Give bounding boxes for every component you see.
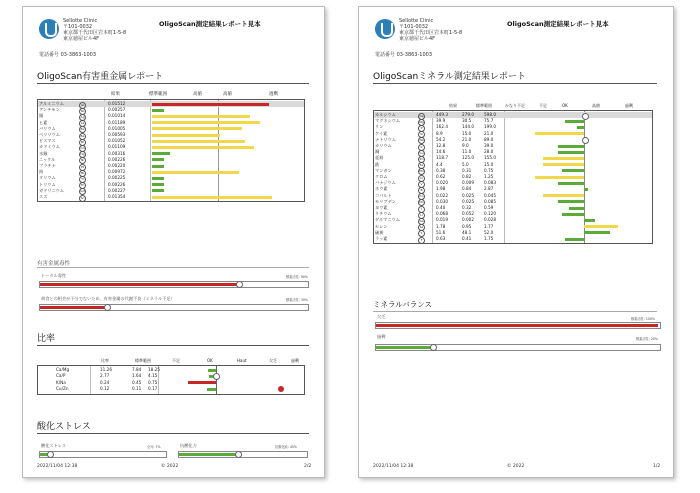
- mineral-balance-section-title: ミネラルバランス: [373, 300, 433, 309]
- mineral-low: 5.0: [462, 161, 469, 167]
- mineral-symbol-icon: P: [418, 125, 425, 132]
- mineral-value: 51.6: [436, 229, 446, 235]
- mineral-high: 1.77: [484, 223, 494, 229]
- mineral-high: 0.045: [484, 192, 496, 198]
- ratio-high: 4.15: [148, 373, 158, 379]
- mineral-level-bar: [562, 213, 585, 216]
- mineral-name: ケイ素: [375, 130, 388, 136]
- mineral-name: ナトリウム: [375, 136, 396, 142]
- mineral-symbol-icon: V: [418, 181, 425, 188]
- ratios-section-title: 比率: [37, 334, 56, 344]
- section-rule: [37, 433, 309, 434]
- clinic-postal: 〒101-0032: [63, 24, 93, 30]
- mineral-value: 1.98: [436, 186, 446, 192]
- section-rule: [373, 83, 657, 84]
- mineral-value: 0.62: [436, 174, 446, 179]
- mineral-level-bar: [577, 126, 585, 129]
- minerals-section-title: OligoScanミネラル測定結果レポート: [373, 72, 526, 82]
- ratio-row: [38, 386, 304, 392]
- mineral-high: 21.0: [484, 130, 494, 136]
- deficiency-gauge: [375, 322, 661, 329]
- metal-level-bar: [152, 103, 269, 106]
- hm-col-high2: 高値: [223, 92, 232, 97]
- ratio-low: 0.11: [132, 386, 142, 392]
- mineral-level-bar: [543, 163, 584, 166]
- mineral-level-bar: [569, 207, 584, 210]
- heavy-metal-row: [38, 194, 304, 200]
- mineral-high: 0.59: [484, 205, 494, 210]
- oxidative-section-title: 酸化ストレス: [37, 422, 91, 432]
- metal-level-bar: [152, 140, 245, 143]
- report-page-2: [22, 6, 325, 478]
- ratio-col-header: 標準範囲: [135, 358, 151, 363]
- metal-value: 0.00257: [108, 107, 126, 113]
- metal-level-bar: [152, 158, 164, 161]
- mineral-value: 0.022: [436, 192, 448, 198]
- metal-level-bar: [152, 121, 260, 124]
- mineral-symbol-icon: Se: [419, 225, 424, 230]
- mineral-symbol-icon: Zn: [419, 156, 424, 161]
- mineral-low: 0.84: [462, 186, 472, 192]
- footer-copyright: © 2022: [507, 464, 525, 469]
- mineral-value: 8.9: [436, 130, 443, 136]
- mineral-high: 39.0: [484, 143, 494, 148]
- mineral-value: 0.63: [436, 236, 446, 241]
- metal-level-bar: [152, 146, 254, 149]
- metal-value: 0.01052: [108, 138, 126, 144]
- minerals-table: [373, 110, 653, 244]
- mineral-low: 144.0: [462, 124, 474, 130]
- mineral-symbol-icon: F: [418, 237, 425, 244]
- mineral-low: 9.0: [462, 143, 469, 148]
- metal-level-bar: [152, 183, 164, 186]
- mineral-col-header: 結果: [449, 103, 457, 108]
- mineral-low: 0.82: [462, 174, 472, 179]
- metal-value: 0.01512: [108, 101, 126, 106]
- mineral-high: 199.0: [484, 124, 496, 130]
- mineral-name: クロム: [375, 174, 388, 179]
- mineral-low: 0.002: [462, 217, 474, 223]
- footer-date: 2022/11/04 12:38: [37, 464, 78, 469]
- clinic-address-1: 東京都千代田区岩本町1-5-8: [399, 30, 463, 36]
- hm-col-excess: 過剰: [269, 92, 278, 97]
- total-toxicity-gauge: [39, 281, 309, 288]
- mineral-high: 0.085: [484, 198, 496, 204]
- mineral-name: ヨウ素: [375, 205, 388, 210]
- mineral-name: マグネシウム: [375, 118, 401, 124]
- clinic-name: Sellotte Clinic: [399, 18, 434, 24]
- ratio-col-header: 不足: [172, 358, 180, 363]
- metal-value: 0.01354: [108, 194, 126, 199]
- gauge-knob: [430, 344, 437, 351]
- mineral-value: 0.020: [436, 180, 448, 186]
- metal-symbol-icon: Al: [79, 102, 86, 109]
- metal-name: アルミニウム: [39, 101, 64, 106]
- excess-label: 過剰: [377, 334, 386, 339]
- total-toxicity-note: 酵素活性: 90%: [286, 275, 308, 279]
- mineral-col-header: 過剰: [625, 103, 633, 108]
- mineral-low: 279.0: [462, 112, 474, 117]
- ratio-value: 2.77: [100, 373, 110, 379]
- mineral-name: セレン: [375, 223, 388, 229]
- ratio-name: Ca/P: [56, 373, 66, 379]
- total-toxicity-fill: [40, 283, 238, 286]
- metal-value: 0.00225: [108, 175, 126, 181]
- metal-level-bar: [152, 177, 164, 180]
- metal-level-bar: [152, 152, 170, 155]
- metal-value: 0.00227: [108, 187, 126, 193]
- ratio-high: 18.25: [148, 367, 160, 372]
- mineral-symbol-icon: Mo: [419, 200, 424, 205]
- mineral-name: 亜鉛: [375, 155, 384, 161]
- mineral-symbol-icon: Ge: [419, 218, 424, 223]
- mineral-low: 0.025: [462, 198, 474, 204]
- mineral-value: 0.030: [436, 198, 448, 204]
- metal-symbol-icon: Ba: [80, 127, 85, 132]
- mineral-col-header: 標準範囲: [476, 103, 492, 108]
- ratio-col-header: 欠乏: [269, 358, 277, 363]
- ratio-col-header: Haut: [237, 358, 247, 363]
- deficiency-fill: [376, 324, 658, 327]
- metal-value: 0.01014: [108, 113, 126, 119]
- oxidative-stress-note: 全対: 7%: [147, 445, 161, 449]
- mineral-value: 4.4: [436, 161, 443, 167]
- mineral-name: カリウム: [375, 143, 392, 148]
- mineral-level-bar: [584, 219, 595, 222]
- metal-level-bar: [152, 171, 239, 174]
- report-page-1: [358, 6, 674, 478]
- mineral-name: モリブデン: [375, 198, 396, 204]
- mineral-low: 0.009: [462, 180, 474, 186]
- clinic-address-1: 東京都千代田区岩本町1-5-8: [63, 30, 127, 36]
- mineral-low: 0.41: [462, 236, 472, 241]
- mineral-symbol-icon: Cr: [419, 175, 424, 180]
- mineral-high: 155.0: [484, 155, 496, 161]
- mineral-symbol-icon: I: [418, 206, 425, 213]
- mineral-high: 28.0: [484, 149, 494, 155]
- mineral-low: 0.95: [462, 223, 472, 229]
- mineral-name: バナジウム: [375, 180, 396, 186]
- metal-name: プラチナ: [39, 163, 56, 168]
- metal-level-bar: [152, 115, 250, 118]
- mineral-low: 0.31: [462, 167, 472, 173]
- mineral-col-header: 不足: [539, 103, 547, 108]
- mineral-level-bar: [558, 182, 584, 185]
- metal-symbol-icon: Sb: [80, 108, 85, 113]
- gauge-knob: [104, 304, 111, 311]
- report-title: OligoScan測定結果レポート見本: [159, 20, 261, 28]
- metal-symbol-icon: Sn: [80, 195, 85, 200]
- ratio-value: 0.12: [100, 386, 110, 392]
- mineral-level-bar: [584, 188, 588, 191]
- mineral-value: 14.6: [436, 149, 446, 155]
- mineral-name: 銅: [375, 149, 380, 155]
- mineral-high: 75.7: [484, 118, 494, 124]
- mineral-name: ラッ素: [375, 236, 388, 241]
- mineral-level-bar: [584, 225, 618, 228]
- metal-name: 銀: [39, 113, 44, 119]
- metal-level-bar: [152, 109, 164, 112]
- oxidative-stress-gauge: [39, 451, 167, 458]
- ratio-low: 7.84: [132, 367, 142, 372]
- mineral-name: ホウ素: [375, 186, 388, 192]
- metal-symbol-icon: Be: [80, 133, 85, 138]
- mineral-name: 硫黄: [375, 229, 384, 235]
- mineral-symbol-icon: Li: [418, 212, 425, 219]
- section-rule: [373, 311, 657, 312]
- mineral-col-header: OK: [562, 103, 568, 108]
- ratio-row: [38, 367, 304, 373]
- mineral-low: 15.0: [462, 130, 472, 136]
- excess-note: 酵素活性: 20%: [636, 337, 658, 341]
- section-rule: [37, 267, 309, 268]
- mineral-level-bar: [558, 145, 584, 148]
- metal-level-bar: [152, 189, 164, 192]
- mineral-high: 52.0: [484, 229, 494, 235]
- metal-value: 0.00593: [108, 132, 126, 137]
- gauge-knob: [235, 451, 242, 458]
- ratio-high: 0.75: [148, 379, 158, 385]
- ratio-level-bar: [208, 369, 216, 372]
- metal-level-bar: [152, 134, 220, 137]
- mineral-high: 15.0: [484, 161, 494, 167]
- mineral-low: 125.0: [462, 155, 474, 161]
- mineral-value: 12.8: [436, 143, 446, 148]
- metal-symbol-icon: Gd: [80, 189, 85, 194]
- metal-symbol-icon: Bi: [79, 139, 86, 146]
- metabolism-note: 酵素活性: 30%: [286, 298, 308, 302]
- mineral-symbol-icon: Co: [419, 194, 424, 199]
- ratio-low: 1.64: [132, 373, 142, 379]
- mineral-col-header: 高値: [592, 103, 600, 108]
- mineral-level-bar: [535, 176, 584, 179]
- mineral-low: 0.32: [462, 205, 472, 210]
- metal-name: バリウム: [39, 125, 56, 131]
- section-rule: [37, 83, 309, 84]
- mineral-low: 11.0: [462, 149, 472, 155]
- mineral-symbol-icon: Mg: [419, 119, 424, 124]
- mineral-col-header: かなり不足: [505, 103, 525, 108]
- ratio-low: 0.45: [132, 379, 142, 385]
- metal-symbol-icon: Pb: [80, 170, 85, 175]
- oxidative-stress-label: 酸化ストレス: [41, 443, 66, 448]
- mineral-value: 1.78: [436, 223, 446, 229]
- ratio-level-bar: [188, 381, 216, 384]
- metal-value: 0.01189: [108, 119, 126, 125]
- metal-symbol-icon: Th: [80, 183, 85, 188]
- toxicity-section-title: 有害金属毒性: [37, 261, 71, 267]
- metal-name: ベリリウム: [39, 132, 60, 137]
- metal-value: 0.00220: [108, 163, 126, 168]
- metal-symbol-icon: Cd: [80, 145, 85, 150]
- ratio-col-header: OK: [207, 358, 213, 363]
- metal-name: アンチモン: [39, 107, 60, 113]
- mineral-level-bar: [562, 169, 585, 172]
- heavy-metals-table: [37, 99, 305, 202]
- metal-value: 0.00316: [108, 150, 126, 156]
- mineral-low: 0.052: [462, 211, 474, 217]
- mineral-level-bar: [565, 238, 584, 241]
- metal-value: 0.00226: [108, 156, 126, 162]
- mineral-level-bar: [558, 200, 584, 203]
- metal-symbol-icon: Tl: [79, 176, 86, 183]
- mineral-value: 449.3: [436, 112, 448, 117]
- mineral-low: 0.025: [462, 192, 474, 198]
- metal-symbol-icon: As: [80, 121, 85, 126]
- mineral-value: 54.2: [436, 136, 446, 142]
- metal-name: ビスマス: [39, 138, 56, 144]
- footer-page: 1/2: [653, 464, 661, 469]
- mineral-symbol-icon: S: [418, 230, 425, 237]
- mineral-value: 39.9: [436, 118, 446, 124]
- footer-copyright: © 2022: [161, 464, 179, 469]
- metal-level-bar: [152, 165, 164, 168]
- ratio-row: [38, 373, 304, 379]
- clinic-address-2: 東京徳屋ビル4F: [399, 36, 436, 42]
- clinic-address-2: 東京徳屋ビル4F: [63, 36, 100, 42]
- hm-col-range: 標準範囲: [149, 92, 167, 97]
- mineral-value: 0.40: [436, 205, 446, 210]
- metabolism-fill: [40, 306, 106, 309]
- mineral-value: 0.068: [436, 211, 448, 217]
- mineral-high: 1.75: [484, 236, 494, 241]
- antioxidant-note: 抗酸化能: 45%: [275, 445, 297, 449]
- excess-fill: [376, 346, 432, 349]
- ratio-name: K/Na: [56, 379, 66, 385]
- mineral-low: 21.0: [462, 136, 472, 142]
- clinic-name: Sellotte Clinic: [63, 18, 98, 24]
- metal-name: ニッケル: [39, 156, 56, 162]
- mineral-high: 598.0: [484, 112, 496, 117]
- mineral-name: カルシウム: [375, 112, 396, 117]
- metal-name: 鉛: [39, 169, 44, 175]
- ratio-level-bar: [207, 388, 216, 391]
- antioxidant-gauge: [178, 451, 308, 458]
- mineral-high: 0.028: [484, 217, 496, 223]
- ratios-table: [37, 365, 305, 395]
- footer-date: 2022/11/04 12:38: [373, 464, 414, 469]
- mineral-symbol-icon: Si: [418, 131, 425, 138]
- metal-level-bar: [152, 127, 242, 130]
- mineral-name: リン: [375, 124, 384, 130]
- metal-value: 0.01005: [108, 125, 126, 131]
- ratio-col-header: 過剰: [291, 358, 299, 363]
- mineral-high: 89.0: [484, 136, 494, 142]
- mineral-low: 48.1: [462, 229, 472, 235]
- metal-value: 0.00972: [108, 169, 126, 175]
- mineral-level-bar: [543, 157, 584, 160]
- mineral-name: 鉄: [375, 161, 380, 167]
- excess-gauge: [375, 344, 661, 351]
- clinic-logo: [375, 19, 395, 39]
- hm-col-result: 結果: [111, 92, 120, 97]
- metal-name: 水銀: [39, 150, 48, 156]
- mineral-value: 118.7: [436, 155, 448, 161]
- antioxidant-label: 抗酸化力: [180, 443, 197, 448]
- ratio-value: 11.26: [100, 367, 112, 372]
- mineral-symbol-icon: Mn: [419, 169, 424, 174]
- metal-value: 0.00226: [108, 181, 126, 187]
- metal-symbol-icon: Pt: [81, 164, 84, 169]
- ratio-value: 0.24: [100, 379, 110, 385]
- metal-name: スズ: [39, 194, 48, 199]
- mineral-high: 1.25: [484, 174, 494, 179]
- metal-symbol-icon: Hg: [80, 152, 85, 157]
- metal-symbol-icon: Ag: [80, 114, 85, 119]
- mineral-name: ゲルマニウム: [375, 217, 400, 223]
- mineral-symbol-icon: K: [418, 144, 425, 151]
- total-toxicity-label: トータル毒性: [41, 273, 67, 278]
- mineral-name: コバルト: [375, 192, 392, 198]
- ratio-high: 0.17: [148, 386, 158, 392]
- gauge-knob: [236, 281, 243, 288]
- ratio-name: Cu/Zn: [56, 386, 69, 392]
- deficiency-note: 酵素活性: 100%: [631, 317, 655, 321]
- mineral-high: 0.083: [484, 180, 496, 186]
- heavy-metals-section-title: OligoScan有害重金属レポート: [37, 72, 164, 82]
- mineral-name: リチウム: [375, 211, 392, 217]
- mineral-level-bar: [543, 194, 584, 197]
- mineral-level-bar: [565, 120, 584, 123]
- metal-level-bar: [152, 196, 272, 199]
- metal-symbol-icon: Ni: [80, 158, 85, 163]
- metabolism-label: 胡食との相会が干分でないため、有害金属の代謝不良（ミネラル不足）: [41, 296, 175, 301]
- metal-name: トリウム: [39, 181, 56, 187]
- clinic-logo: [39, 19, 59, 39]
- mineral-value: 0.38: [436, 167, 446, 173]
- mineral-name: マンガン: [375, 167, 392, 173]
- mineral-row: [374, 236, 652, 242]
- metal-value: 0.01109: [108, 144, 126, 150]
- antioxidant-fill: [179, 453, 237, 456]
- deficiency-label: 欠乏: [377, 314, 386, 319]
- hm-col-high1: 高値: [193, 92, 202, 97]
- footer-page: 2/2: [304, 464, 312, 469]
- mineral-level-bar: [584, 231, 610, 234]
- mineral-symbol-icon: Fe: [419, 163, 424, 168]
- mineral-level-bar: [535, 132, 584, 135]
- clinic-phone: 電話番号 03-3863-1003: [39, 52, 97, 58]
- gauge-knob: [47, 451, 54, 458]
- mineral-value: 0.019: [436, 217, 448, 223]
- report-title: OligoScan測定結果レポート見本: [507, 20, 609, 28]
- mineral-symbol-icon: Cu: [419, 150, 424, 155]
- mineral-low: 30.5: [462, 118, 472, 124]
- metabolism-gauge: [39, 304, 309, 311]
- mineral-high: 2.87: [484, 186, 494, 192]
- section-rule: [37, 345, 309, 346]
- clinic-postal: 〒101-0032: [399, 24, 429, 30]
- metal-name: タリウム: [39, 175, 56, 181]
- mineral-value: 162.4: [436, 124, 448, 130]
- mineral-symbol-icon: Na: [419, 138, 424, 143]
- ratio-name: Ca/Mg: [56, 367, 70, 372]
- ratio-row: [38, 380, 304, 386]
- mineral-symbol-icon: B: [418, 187, 425, 194]
- mineral-high: 0.75: [484, 167, 494, 173]
- ratio-col-header: 比率: [101, 358, 109, 363]
- mineral-high: 0.120: [484, 211, 496, 217]
- mineral-symbol-icon: Ca: [419, 113, 424, 118]
- metal-name: カドミウム: [39, 144, 60, 150]
- metal-name: ガドリニウム: [39, 187, 64, 193]
- clinic-phone: 電話番号 03-3863-1003: [375, 52, 433, 58]
- mineral-level-bar: [558, 151, 584, 154]
- metal-name: ヒ素: [39, 119, 48, 125]
